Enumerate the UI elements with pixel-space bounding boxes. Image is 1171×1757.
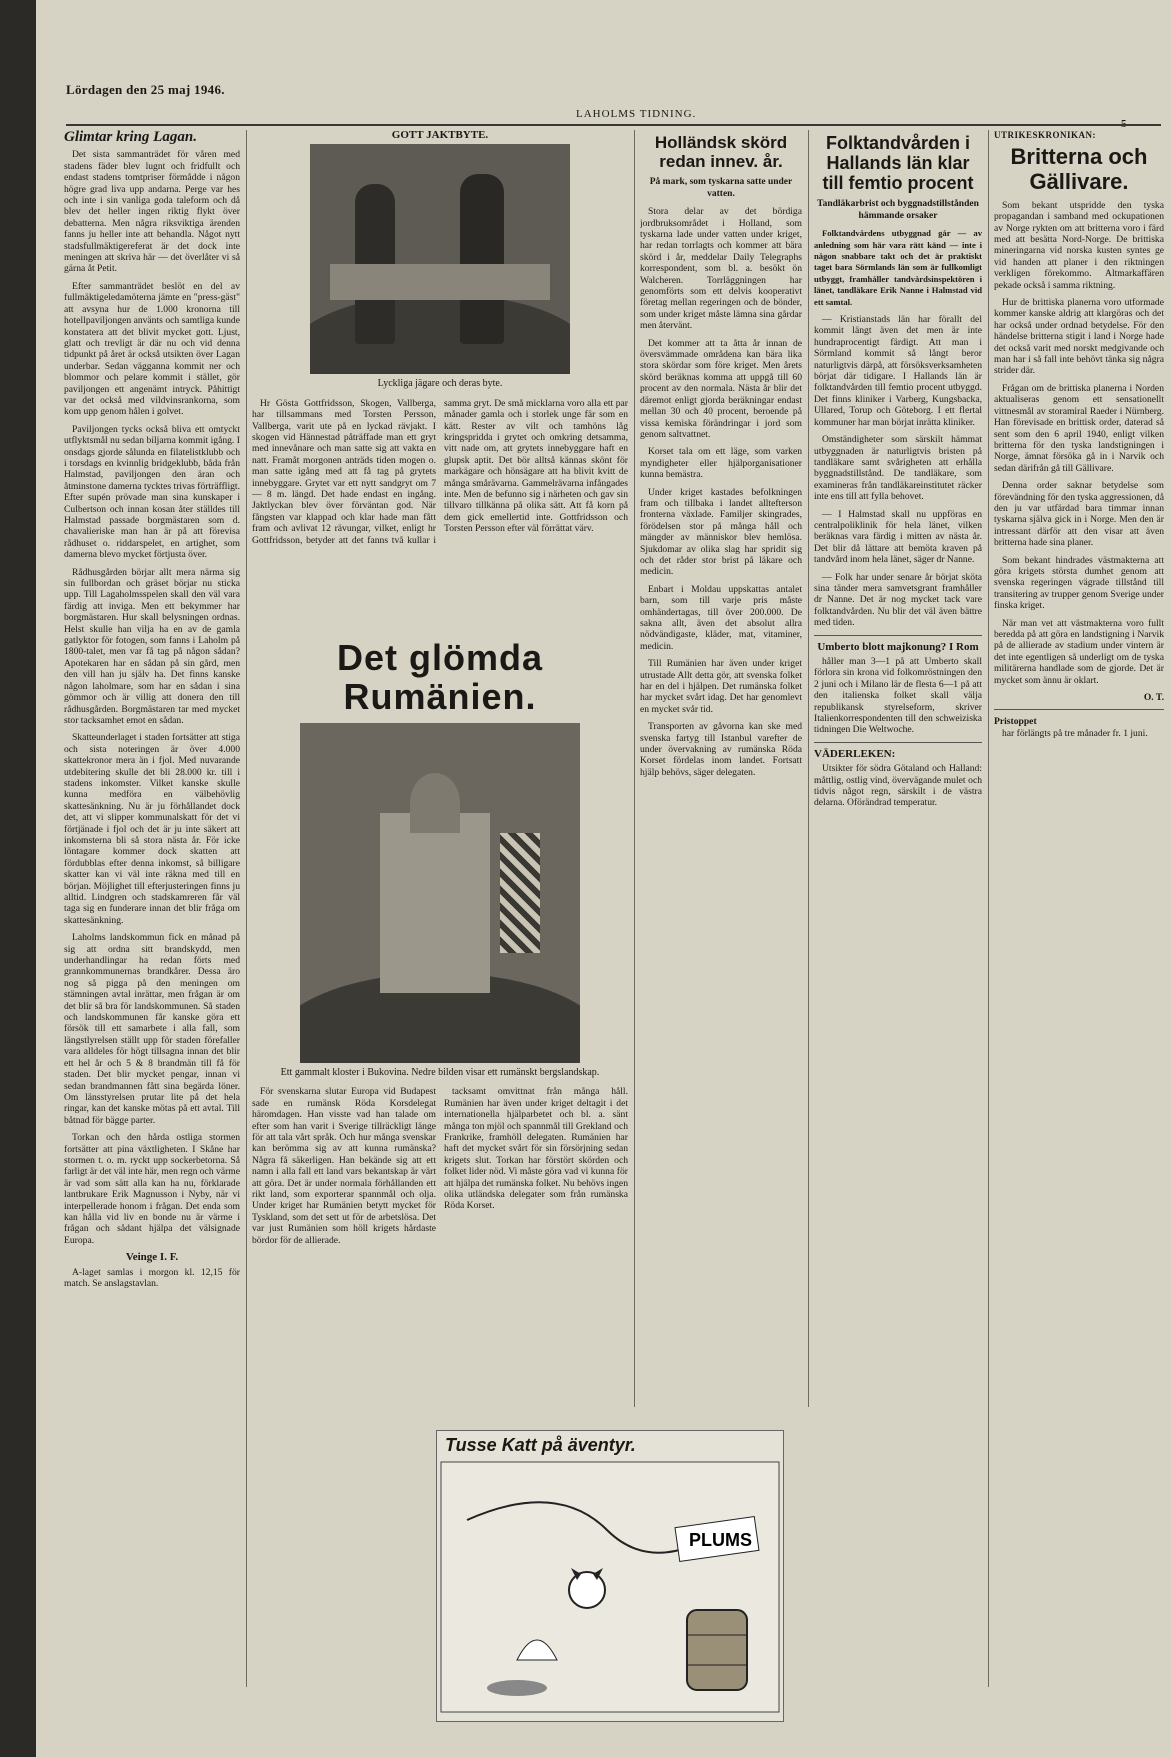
paragraph: Efter sammanträdet beslöt en del av fullmäktigeledamöterna jämte en "press-gäst" att avsyna hur de 1.000 kronorna till hotellpaviljongen använts och samtliga kunde konstatera att det blivit mycket gott. Ljust, glatt och trevligt är där nu och vid denna tidpunkt på året är också utsikten över Lagan underbar. Sedan vägganna kommit ner och blommor och pelare kommit i stället, gör paviljongen ett angenämt intryck. Påhittigt var det också med vildvinsrankorna, som kom upp genom hålen i golvet. <box>64 280 240 418</box>
masthead: LAHOLMS TIDNING. <box>576 108 697 120</box>
column-divider <box>634 130 635 1407</box>
hunters-photo <box>310 144 570 374</box>
paragraph: Det sista sammanträdet för våren med stadens fäder blev lugnt och fridfullt och endast stadens tomtpriser förmådde i någon högre grad liva upp andarna. Perge var hes och inte i sin vanliga goda taleform och då blev det heller ingen riktig flykt över debatterna. Men några riksviktiga ärenden fanns ju heller inte att behandla. Något nytt stadsfullmäktigereferat är det dock inte meningen att skriva här — det överlåter vi så gärna åt Petit. <box>64 149 240 275</box>
photo-caption: Ett gammalt kloster i Bukovina. Nedre bilden visar ett rumänskt bergslandskap. <box>280 1067 600 1078</box>
headline-rumanien: Det glömda Rumänien. <box>336 636 543 718</box>
paragraph: När man vet att västmakterna voro fullt beredda på att göra en landstigning i Narvik på de allierade av stadium under vintern är det inte egentligen så underligt om de tyska militärerna handlade som de gjorde. Det är mycket som ännu är oklart. <box>994 617 1164 686</box>
paragraph: Denna order saknar betydelse som förevändning för den tyska aggressionen, då den ju var utfärdad bara timmar innan tyskarna själva gick in i Norge. Men den är intressant därför att den visar att även britterna hade sina planer. <box>994 480 1164 549</box>
page-number: 5 <box>1121 118 1127 130</box>
weather-text: Utsikter för södra Götaland och Halland: måttlig, ostlig vind, övervägande mulet och tidvis något regn, särskilt i de västra delarna. Oförändrad temperatur. <box>814 763 982 809</box>
newspaper-page <box>36 0 1171 1757</box>
paragraph: Stora delar av det bördiga jordbruksområdet i Holland, som tyskarna lade under vatten under kriget, har redan torrlagts och kommer att bära skörd i år, meddelar Daily Telegraphs korrespondent, som bl. a. besökt ön Walcheren. Torrläggningen har genomförts som ett delvis kooperativt företag mellan regeringen och de bönder, som under kriget måste lämna sina gårdar men återvänt. <box>640 206 802 332</box>
paragraph: Som bekant hindrades västmakterna att göra krigets största dumhet genom att svenska regeringen vägrade tillstånd till transitering av trupper genom Sverige under finska kriget. <box>994 554 1164 612</box>
column-utrikes <box>994 130 1164 1690</box>
photo-heading: GOTT JAKTBYTE. <box>391 130 489 141</box>
subhead: Tandläkarbrist och byggnadstillstånden hämmande orsaker <box>817 199 979 221</box>
paragraph: Paviljongen tycks också bliva ett omtyckt utflyktsmål nu sedan biljarna kommit igång. I onsdags gjorde sålunda en filatelistklubb och i torsdags en kvinnlig bridgeklubb, båda från Halmstad, paviljongen den äran och åtminstone damerna tycktes trivas förträffligt. Efter supén prövade man sina kunskaper i Culbertson och innan kosan åter ställdes till Halmstad passade borgmästaren som d. chavalieriske man han är på att förevisa rådhuset o. riddarspelet, en artighet, som damerna blevo mycket förtjusta över. <box>64 423 240 561</box>
column-jakt-rumanien <box>252 130 628 1420</box>
signature: O. T. <box>1143 692 1164 704</box>
top-rule <box>66 124 1161 126</box>
paragraph: Frågan om de brittiska planerna i Norden aktualiseras genom ett sensationellt vittnesmål av storamiral Raeder i Nürnberg. Han förevisade en brittisk order, daterad så sent som den 6 april 1940, enligt vilken britterna för den tyska landstigningen i Norge, ämnat försöka gå in i Narvik och sedan därifrån gå till Gällivare. <box>994 382 1164 474</box>
column-folktandvard <box>814 130 982 1420</box>
headline-holland: Holländsk skörd redan innev. år. <box>654 133 788 171</box>
paragraph: — Kristianstads län har förallt del kommit längt även det men är inte hundraprocentigt färdigt. Att man i Sörmland kommit så långt beror naturligtvis därpå, att försöksverksamheten börjat där tidigare. I Hallands län är folktandvården till femtio procent utbyggd. Det finns kliniker i Varberg, Kungsbacka, Ullared, Torup och Göteborg. I ett flertal kommuner har man börjat inrätta kliniker. <box>814 314 982 428</box>
footer-title: Pristoppet <box>994 716 1037 728</box>
headline-folktandvard: Folktandvården i Hallands län klar till femtio procent <box>822 133 974 193</box>
column-title: Glimtar kring Lagan. <box>64 130 197 145</box>
paragraph: Enbart i Moldau uppskattas antalet barn, som till varje pris måste omhändertagas, till över 200.000. De sakna allt, även det absolut allra nödvändigaste, kläder, mat, vitaminer, medicin. <box>640 583 802 652</box>
paragraph: Till Rumänien har även under kriget utrustade Allt detta gör, att svenska folket har en del i hjälpen. Det rumänska folket har mycket svårt idag. Det har genomlevt en mycket svår tid. <box>640 658 802 715</box>
paragraph: Korset tala om ett läge, som varken myndigheter eller hjälporganisationer kunna bemästra. <box>640 446 802 481</box>
footer-text: har förlängts på tre månader fr. 1 juni. <box>1002 727 1148 739</box>
article-text: tacksamt omvittnat från många håll. Rumänien har även under kriget deltagit i det internationella hjälparbetet och bl. a. sänt många ton mjöl och spannmål till Grekland och Frankrike, framhöll delegaten. Rumänien har haft det mycket svårt för sin försörjning sedan krigets slut. Torkan har förstört skörden och folket lider nöd. Vi måste göra vad vi kunna för att hjälpa det rumänska folket. Nu behövs ingen olika utländska delegater som från rumänska Röda Korset. <box>444 1086 628 1212</box>
lead: Folktandvårdens utbyggnad går — av anledning som här vara rätt känd — inte i någon snabbare takt och det är praktiskt taget bara Sörmlands län som är fullkomligt utbyggt, framhåller tandvårdsinspektören i länet, tandläkare Erik Nanne i Halmstad vid ett samtal. <box>814 228 982 307</box>
comic-strip <box>436 1430 784 1722</box>
weather-title: VÄDERLEKEN: <box>814 747 896 760</box>
paragraph: Det kommer att ta åtta år innan de översvämmade områdena kan bära lika stora skördar som före kriget. Men årets skörd beräknas komma att uppgå till 60 procent av den normala. Nästa år blir det däremot enligt gjorda beräkningar endast mellan 30 och 40 procent, beroende på vissa kemiska förändringar i jord som genom saltvattnet. <box>640 337 802 440</box>
paragraph: — I Halmstad skall nu uppföras en centralpoliklinik för hela länet, vilken beräknas vara färdig i mitten av nästa år. Det blir då lättare att bemöta kraven på tandvård inom hela länet, säger dr Nanne. <box>814 508 982 566</box>
paragraph: Skatteunderlaget i staden fortsätter att stiga och sista noteringen är över 4.000 skattekronor mera än i fjol. Med nuvarande utdebitering skulle det bli 28.000 kr. till i stadens inkomster. Vilket kanske skulle kunna medföra en välbehövlig skattesänkning. Nu är ju förhållandet dock det, att vi slipper kommunalskatt för det vi förtjänade i fjol och det är ju inte säkert att inkomsterna bli så stora nästa år. För icke löntagare kommer dock skatten att fördubblas efter denna inkomst, så billigare skatter kan vi väl inte räkna med till en början. Möjlighet till efterjusteringen finns ju alltid. Lindgren och stadskamreren får väl taga sig en funderare innan det blir fråga om skattesänkning. <box>64 732 240 926</box>
headline-britterna: Britterna och Gällivare. <box>1010 144 1148 194</box>
column-divider <box>988 130 989 1687</box>
box-title: Umberto blott majkonung? I Rom <box>817 640 979 653</box>
paragraph: — Folk har under senare år börjat sköta sina tänder mera samvetsgrant framhåller dr Nanne. Det är nog mycket tack vare folktandvården. Nu blir det väl även bättre med tiden. <box>814 571 982 629</box>
dateline: Lördagen den 25 maj 1946. <box>66 82 225 97</box>
comic-title: Tusse Katt på äventyr. <box>445 1435 636 1455</box>
notice-text: A-laget samlas i morgon kl. 12,15 för match. Se anslagstavlan. <box>64 1266 240 1289</box>
paragraph: Som bekant utspridde den tyska propagandan i samband med ockupationen av Norge rykten om att britterna voro i färd med att besätta Nord-Norge. De brittiska mineringarna vid norska kusten syntes ge vid handen att planer i den riktningen verkligen förekommo. Altmarkaffären pekade också i samma riktning. <box>994 199 1164 291</box>
article-text: Hr Gösta Gottfridsson, Skogen, Vallberga, har tillsammans med Torsten Persson, Vallberga, varit ute på en lyckad rävjakt. I skogen vid Hännestad påträffade man ett gryt med innevånare och man satte sig att vakta en natt. Framåt morgonen anträds tiden mogen o. man satte igång med att få tag på grytets innebyggare. Grytet var ett nytt sandgryt om 7 — 8 m. längd. Det hade endast en ingång. Jaktlyckan blev över förväntan god. När fångsten var klappad och klar hade man fått fram och avlivat 12 rävungar, vilket, enligt hr Gottfridsson, betyder att det fanns två kullar i samma gryt. De små micklarna voro alla ett par månader gamla och i storlek unge fär som en kätt. Rester av vilt och tamhöns låg kringspridda i grytet och omkring detsamma, vitt nade om, att grytets innebyggare haft en glupsk aptit. Det bör alltså kännas skönt för markägare och hönsägare att ha blivit kvitt de många smårävarna. Gammelrävarna infångades inte. Men de befunno sig i närheten och gav sin tillvaro tillkänna på olika sätt. Att få korn på dem gick emellertid inte. Gottfridsson och Torsten Persson efter väl förrättat värv. <box>252 397 628 546</box>
monastery-photo <box>300 723 580 1063</box>
paragraph: Hur de brittiska planerna voro utformade kommer kanske aldrig att klargöras och det har också under ordnad betydelse. För den händelse britterna stigit i land i Norge hade det också varit med norskt medgivande och man har i så fall inte behövt tänka sig några strider där. <box>994 297 1164 377</box>
comic-drawing <box>437 1460 783 1716</box>
column-divider <box>808 130 809 1407</box>
paragraph: Laholms landskommun fick en månad på sig att ordna sitt brandskydd, men underhandlingar ha redan förts med grannkommunernas brandkårer. Dessa äro nog så pigga på den meningen om stämningen avtal inrättar, men frågan är om det blir så bra för landskommunen. Så staden och landskommunen får kanske göra ett försök till ett samarbete i alla fall, som längstlyrelsen ställt upp för staden förefaller vara alldeles för högt tillsagna innan det blir ett hel år och 5 & 8 brandmän till få för staden. Det blir mycket pengar, innan vi sedan brandmannen fått sina begärda löner. Om länsstyrelsen prutar lite på det hela ringar, kan det kanske mötas på ett avtal. Till båtnad för bägge parter. <box>64 932 240 1126</box>
column-holland <box>640 130 802 1420</box>
photo-caption: Lyckliga jägare och deras byte. <box>377 378 503 390</box>
box-text: håller man 3—1 på att Umberto skall förlora sin krona vid folkomröstningen den 2 juni och i Milano lär de flesta 6—1 på att den italienska folket skall välja republikansk styrelseform, skriver Italienkorrespondenten till den schweiziska tidningen Die Weltwoche. <box>814 656 982 736</box>
paragraph: Rådhusgården börjar allt mera närma sig sin fullbordan och gräset börjar nu sticka upp. Till Lagaholmsspelen skall den väl vara färdig att inviga. Men ett bekymmer har borgmästaren. Hur skall belysningen ordnas. Helst skulle han vilja ha en av de gamla gatlyktor för fotogen, som fanns i Laholm på 1800-talet, men var få tag på någon sådan? Apotekaren har en sådan på sin gård, men den vill han ju själv ha. Det finns kanske någon laholmare, som har en sådan i sina gömmor och är villig att donera den till rådhusgården. Borgmästaren tar med mycket stor tacksamhet emot en sådan. <box>64 566 240 726</box>
notice-sign: Veinge I. F. <box>125 1251 179 1264</box>
paragraph: Omständigheter som särskilt hämmat utbyggnaden är naturligtvis bristen på tandläkare samt svårigheten att erhålla byggnadstillstånd. De tandläkare, som examineras från tandläkareinstitutet räcker inte ens till att fylla behovet. <box>814 434 982 503</box>
paragraph: Transporten av gåvorna kan ske med svenska fartyg till Istanbul varefter de under övervakning av rumänska Röda Korset fördelas inom landet. Fortsatt hjälp behövs, säger delegaten. <box>640 721 802 778</box>
column-divider <box>246 130 247 1687</box>
column-glimtar <box>64 130 240 1690</box>
subhead: På mark, som tyskarna satte under vatten. <box>649 177 793 199</box>
paragraph: Under kriget kastades befolkningen fram och tillbaka i landet alltefterson fronterna växlade. Familjer skingrades, förödelsen stor på många håll och mängder av människor blev hemlösa. Sjukdomar av olika slag har spridit sig och det råder stor brist på läkare och medicin. <box>640 486 802 578</box>
comic-sound: PLUMS <box>689 1530 752 1550</box>
kicker: UTRIKESKRONIKAN: <box>994 130 1097 140</box>
paragraph: Torkan och den hårda ostliga stormen fortsätter att pina växtligheten. I Skåne har stormen t. o. m. ryckt upp sockerbetorna. Så farligt är det väl inte här, men regn och värme är vad som sätt alla kan ha nu, förklarade lantbrukare Erik Magnusson i Nyby, när vi interpellerade honom i frågan. Det enda som kan hålla vid liv en bonde nu är värme i frågan och sådant hjälpa det välsignade Europa. <box>64 1132 240 1246</box>
article-text: För svenskarna slutar Europa vid Budapest sade en rumänsk Röda Korsdelegat häromdagen. Han visste vad han talade om efter som han varit i Sverige tillräckligt länge för att tala vårt språk. Och hur många svenskar kan berömma sig av att kunna rumänska? Några få säkerligen. Han bekände sig att ett namn i alla fall ett land vars bekantskap är värt att göra. Det är under normala förhållanden ett rikt land, som exporterar spannmål och olja. Under kriget har Rumänien betytt mycket för Tyskland, som det sett ut för de arbetslösa. Det var just Rumänien som höll krigets hårdaste bördor för de allierade. <box>252 1086 436 1246</box>
